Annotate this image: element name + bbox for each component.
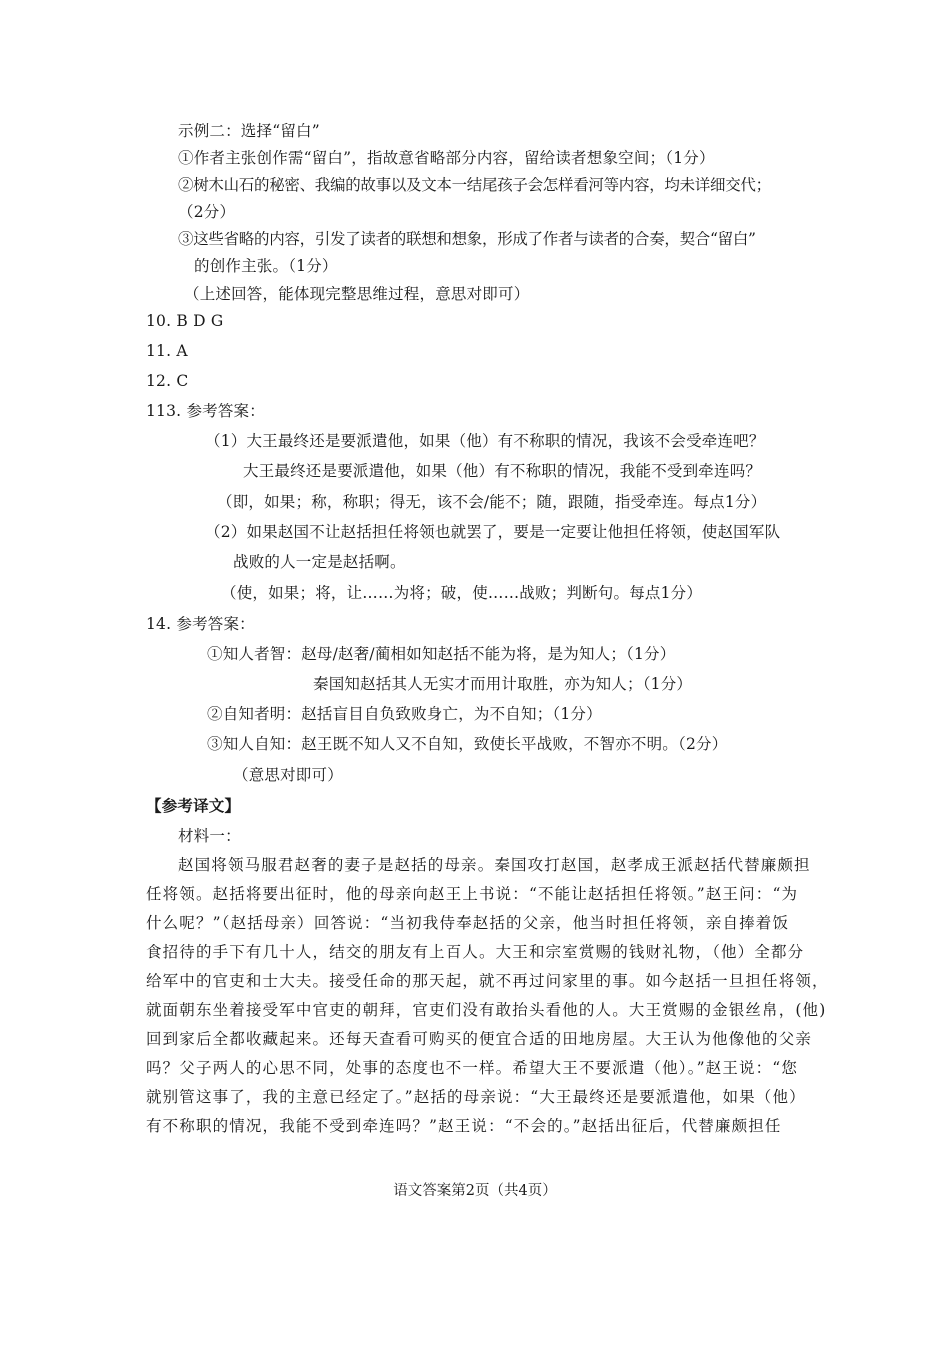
q12-answer: 12. C bbox=[146, 372, 189, 390]
q13-answer-2: （2）如果赵国不让赵括担任将领也就罢了，要是一定要让他担任将领，使赵国军队 bbox=[205, 523, 781, 541]
q13-label: 113. 参考答案： bbox=[146, 402, 265, 420]
q9-point-2: ②树木山石的秘密、我编的故事以及文本一结尾孩子会怎样看河等内容，均未详细交代； bbox=[178, 176, 771, 194]
q14-line-2: 秦国知赵括其人无实才而用计取胜，亦为知人；（1分） bbox=[313, 675, 693, 693]
q9-note: （上述回答，能体现完整思维过程，意思对即可） bbox=[184, 285, 530, 303]
translation-line-10: 有不称职的情况，我能不受到牵连吗？”赵王说：“不会的。”赵括出征后，代替廉颇担任 bbox=[146, 1117, 782, 1135]
q14-label: 14. 参考答案： bbox=[146, 615, 255, 633]
translation-line-3: 什么呢？”（赵括母亲）回答说：“当初我侍奉赵括的父亲，他当时担任将领，亲自捧着饭 bbox=[146, 914, 790, 932]
q9-point-1: ①作者主张创作需“留白”，指故意省略部分内容，留给读者想象空间；（1分） bbox=[178, 149, 715, 167]
q14-line-5: （意思对即可） bbox=[233, 766, 343, 784]
q13-answer-2-cont: 战败的人一定是赵括啊。 bbox=[233, 553, 406, 571]
translation-line-7: 回到家后全都收藏起来。还每天查看可购买的便宜合适的田地房屋。大王认为他像他的父亲 bbox=[146, 1030, 813, 1048]
material-label: 材料一： bbox=[178, 827, 241, 845]
q10-answer: 10. B D G bbox=[146, 312, 224, 330]
translation-line-5: 给军中的官吏和士大夫。接受任命的那天起，就不再过问家里的事。如今赵括一旦担任将领， bbox=[146, 972, 829, 990]
translation-line-8: 吗？父子两人的心思不同，处事的态度也不一样。希望大王不要派遣（他）。”赵王说：“您 bbox=[146, 1059, 799, 1077]
q14-line-4: ③知人自知：赵王既不知人又不自知，致使长平战败，不智亦不明。（2分） bbox=[207, 735, 728, 753]
q14-line-3: ②自知者明：赵括盲目自负致败身亡，为不自知；（1分） bbox=[207, 705, 602, 723]
q9-point-3: ③这些省略的内容，引发了读者的联想和想象，形成了作者与读者的合奏，契合“留白” bbox=[178, 230, 756, 248]
q13-answer-1-note: （即，如果；称，称职；得无，该不会/能不；随，跟随，指受牵连。每点1分） bbox=[217, 493, 767, 511]
q14-line-1: ①知人者智：赵母/赵奢/蔺相如知赵括不能为将，是为知人；（1分） bbox=[207, 645, 676, 663]
translation-header: 【参考译文】 bbox=[146, 796, 241, 815]
translation-line-1: 赵国将领马服君赵奢的妻子是赵括的母亲。秦国攻打赵国，赵孝成王派赵括代替廉颇担 bbox=[178, 856, 811, 874]
q9-example2-heading: 示例二：选择“留白” bbox=[178, 122, 320, 140]
q9-point-3-cont: 的创作主张。（1分） bbox=[194, 257, 338, 275]
q13-answer-1: （1）大王最终还是要派遣他，如果（他）有不称职的情况，我该不会受牵连吧？ bbox=[205, 432, 765, 450]
translation-line-9: 就别管这事了，我的主意已经定了。”赵括的母亲说：“大王最终还是要派遣他，如果（他） bbox=[146, 1088, 806, 1106]
q13-answer-1-alt: 大王最终还是要派遣他，如果（他）有不称职的情况，我能不受到牵连吗？ bbox=[243, 462, 762, 480]
q9-point-2-score: （2分） bbox=[178, 203, 236, 221]
page-footer: 语文答案第2页（共4页） bbox=[393, 1183, 557, 1199]
q11-answer: 11. A bbox=[146, 342, 188, 360]
translation-line-4: 食招待的手下有几十人，结交的朋友有上百人。大王和宗室赏赐的钱财礼物，（他）全都分 bbox=[146, 943, 805, 961]
q13-answer-2-note: （使，如果；将，让……为将；破，使……战败；判断句。每点1分） bbox=[221, 584, 703, 602]
translation-line-6: 就面朝东坐着接受军中官吏的朝拜，官吏们没有敢抬头看他的人。大王赏赐的金银丝帛，(他) bbox=[146, 1001, 827, 1019]
translation-line-2: 任将领。赵括将要出征时，他的母亲向赵王上书说：“不能让赵括担任将领。”赵王问：“为 bbox=[146, 885, 799, 903]
